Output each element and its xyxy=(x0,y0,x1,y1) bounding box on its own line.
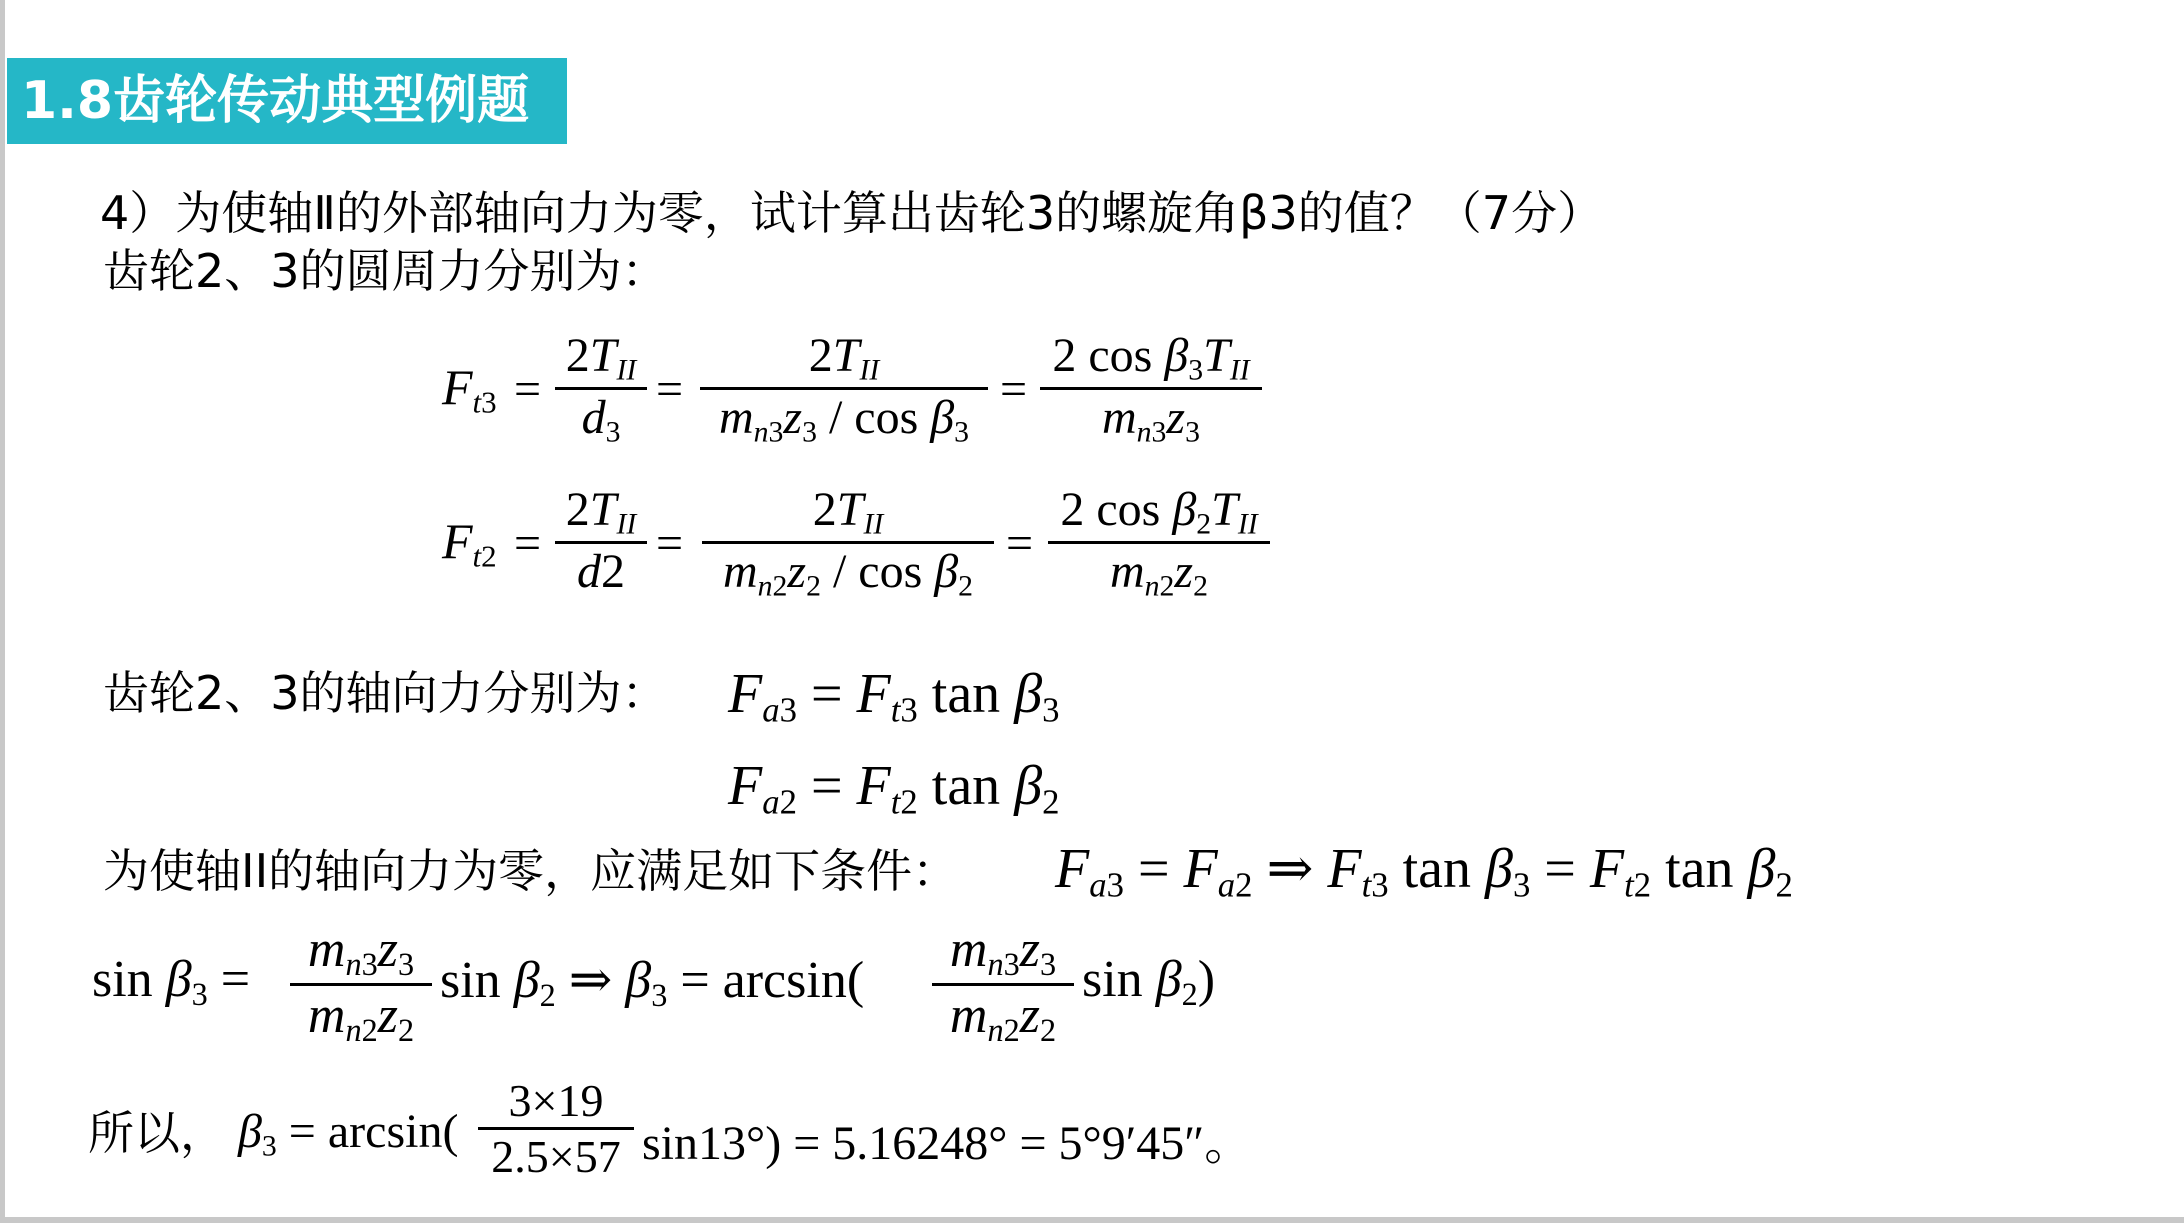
slide-title: 1.8齿轮传动典型例题 xyxy=(7,58,567,144)
condition-label: 为使轴II的轴向力为零，应满足如下条件： xyxy=(103,844,959,898)
slide: 1.8齿轮传动典型例题 4）为使轴Ⅱ的外部轴向力为零，试计算出齿轮3的螺旋角β3的值？（7分） 齿轮2、3的圆周力分别为： $F_{t3}$ = $2T_{II}$ $d_3$ = $2T_{II}$ $m_{n3}z_3$ / $\cos \beta_3$ = 2 $\cos \beta_3T_{II}$ $m_{n3}z_3$ $F_{t2}$ = $2T_{II}$ d2 = $2T_{II}$ $m_{n2}z_2$ / $\cos \beta_2$ = 2 $\cos \beta_2T_{II}$ $m_{n2}z_2$ 齿轮2、3的轴向力分别为： $F_{a3} = F_{t3}$ $\tan \beta_3$ $F_{a2} = F_{t2}$ $\tan \beta_2$ 为使轴II的轴向力为零，应满足如下条件： $F_{a3} = F_{a2}$ ⇒ $F_{t3}$ $\tan \beta_3 = F_{t2}$ $\tan \beta_2$ $\sin \beta_3$ = $m_{n3}z_3$ $m_{n2}z_2$ $\sin \beta_2$ ⇒ $\beta_3 = \arcsin$( $m_{n3}z_3$ $m_{n2}z_2$ $\sin \beta_2$) 所以， $\beta_3 = \arcsin$( 3×19 2.5×57 sin13°) = 5.16248° = 5°9′45″。 xyxy=(0,0,2184,1223)
equation-fa3: $F_{a3} = F_{t3}$ $\tan \beta_3$ xyxy=(728,663,1060,730)
result-numerator: 3×19 xyxy=(508,1075,604,1126)
equation-condition: $F_{a3} = F_{a2}$ ⇒ $F_{t3}$ $\tan \beta_3 = F_{t2}$ $\tan \beta_2$ xyxy=(1055,838,1793,905)
slide-bottom-border xyxy=(0,1217,2184,1223)
result-denominator: 2.5×57 xyxy=(491,1131,621,1182)
circumferential-force-label: 齿轮2、3的圆周力分别为： xyxy=(103,244,668,298)
axial-force-label: 齿轮2、3的轴向力分别为： xyxy=(103,666,668,720)
result-prefix: 所以， xyxy=(88,1106,226,1160)
slide-left-border xyxy=(0,0,5,1223)
question-text: 4）为使轴Ⅱ的外部轴向力为零，试计算出齿轮3的螺旋角β3的值？（7分） xyxy=(100,186,1604,240)
equation-fa2: $F_{a2} = F_{t2}$ $\tan \beta_2$ xyxy=(728,755,1060,822)
result-tail: sin13°) = 5.16248° = 5°9′45″。 xyxy=(642,1117,1253,1170)
